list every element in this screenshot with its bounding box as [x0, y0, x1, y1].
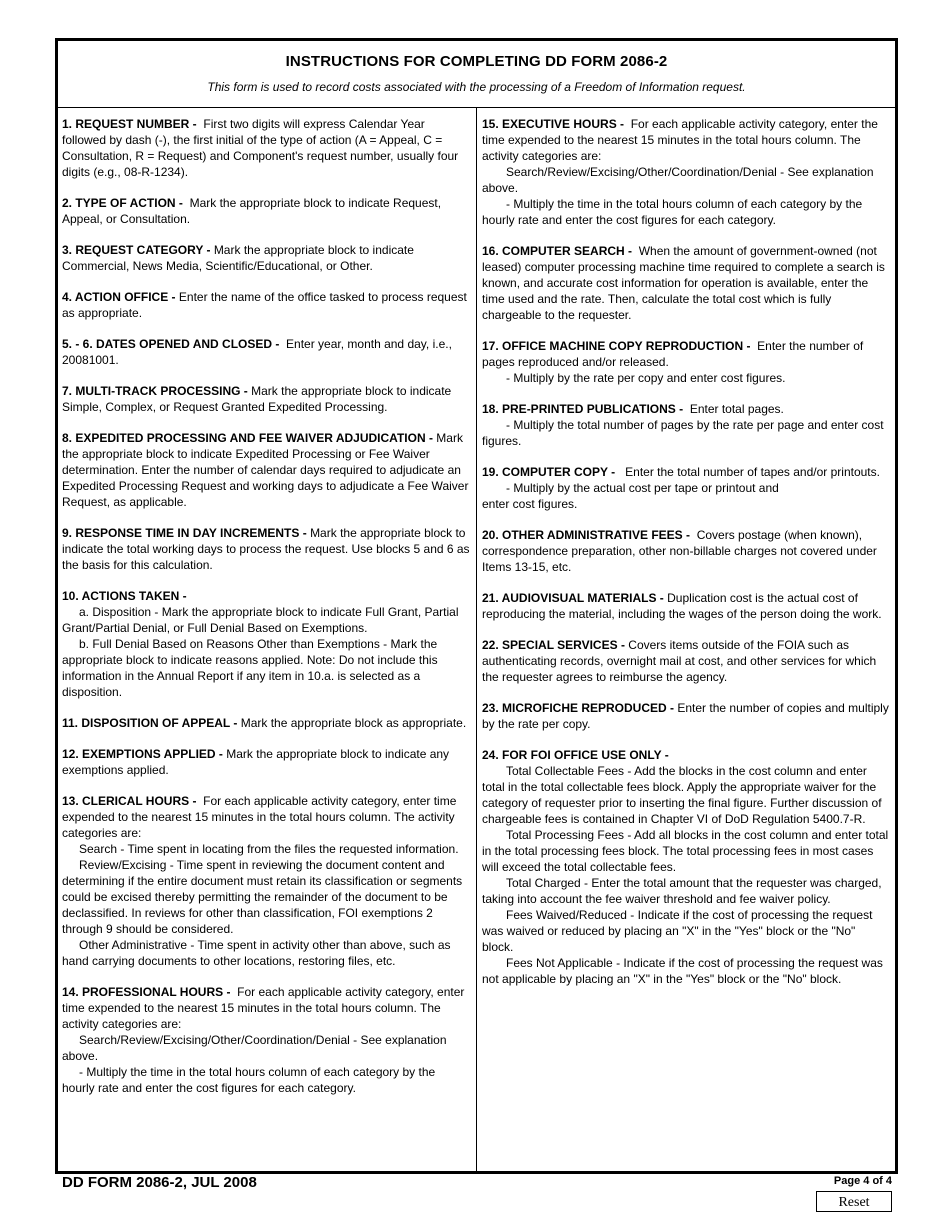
item-text: Mark the appropriate block as appropriate.: [240, 716, 467, 730]
instruction-14: [62, 984, 470, 1096]
reset-button[interactable]: Reset: [816, 1191, 892, 1212]
item-heading: 14. PROFESSIONAL HOURS -: [62, 985, 231, 999]
item-subtext: Fees Waived/Reduced - Indicate if the cost of processing the request was waived or reduced by placing an "X" in the "Yes" block or the "No" block.: [482, 908, 873, 954]
form-frame: [55, 38, 898, 1174]
item-text: Enter the name of the office tasked to process request as appropriate.: [62, 290, 467, 320]
item-heading: 24. FOR FOI OFFICE USE ONLY -: [482, 748, 669, 762]
item-text: Enter the total number of tapes and/or printouts.: [625, 465, 880, 479]
item-heading: 4. ACTION OFFICE -: [62, 290, 176, 304]
left-column: [58, 108, 477, 1171]
form-title: INSTRUCTIONS FOR COMPLETING DD FORM 2086-2: [285, 53, 668, 70]
item-subtext: - Multiply the time in the total hours column of each category by the hourly rate and enter the cost figures for each category.: [62, 1065, 436, 1095]
page-number: Page 4 of 4: [833, 1175, 892, 1187]
instruction-13: [62, 793, 470, 969]
item-subtext: Other Administrative - Time spent in activity other than above, such as hand carrying documents to other locations, restoring files, etc.: [62, 938, 451, 968]
item-heading: 3. REQUEST CATEGORY -: [62, 243, 211, 257]
item-subtext: Review/Excising - Time spent in reviewing the document content and determining if the entire document must retain its classification or segments could be excised thereby permitting the remainder of the document to be declassified. In reviews for other than classification, FOI exemptions 2 through 9 should be considered.: [62, 858, 463, 936]
item-text: For each applicable activity category, enter time expended to the nearest 15 minutes in the total hours column. The activity categories are:: [62, 985, 465, 1031]
item-subtext: - Multiply the total number of pages by the rate per page and enter cost figures.: [482, 418, 884, 448]
instruction-8: [62, 430, 470, 510]
item-text: Duplication cost is the actual cost of reproducing the material, including the wages of the person doing the work.: [482, 591, 882, 621]
item-heading: 13. CLERICAL HOURS -: [62, 794, 197, 808]
item-subtext: a. Disposition - Mark the appropriate block to indicate Full Grant, Partial Grant/Partial Denial, or Full Denial Based on Exemptions.: [62, 605, 459, 635]
item-heading: 1. REQUEST NUMBER -: [62, 117, 197, 131]
item-text: Mark the appropriate block to indicate any exemptions applied.: [62, 747, 450, 777]
instruction-21: [482, 590, 889, 622]
item-subtext: - Multiply the time in the total hours column of each category by the hourly rate and enter the cost figures for each category.: [482, 197, 863, 227]
item-heading: 20. OTHER ADMINISTRATIVE FEES -: [482, 528, 691, 542]
item-heading: 23. MICROFICHE REPRODUCED -: [482, 701, 675, 715]
item-subtext: enter cost figures.: [482, 497, 578, 511]
item-subtext: Total Collectable Fees - Add the blocks in the cost column and enter total in the total collectable fees block. Apply the appropriate waiver for the category of requester prior to inserting the final figure. Further discussion of chargeable fees is contained in Chapter VI of DoD Regulation 5400.7-R.: [482, 764, 882, 826]
instruction-5-6: [62, 336, 470, 368]
item-heading: 8. EXPEDITED PROCESSING AND FEE WAIVER ADJUDICATION -: [62, 431, 433, 445]
item-subtext: Search/Review/Excising/Other/Coordination/Denial - See explanation above.: [62, 1033, 447, 1063]
item-subtext: Total Processing Fees - Add all blocks in the cost column and enter total in the total processing fees block. The total processing fees in most cases will exceed the total collectable fees.: [482, 828, 889, 874]
form-id-footer: DD FORM 2086-2, JUL 2008: [62, 1174, 257, 1191]
item-text: Mark the appropriate block to indicate the total working days to process the request. Use blocks 5 and 6 as the basis for this calculation.: [62, 526, 470, 572]
item-heading: 21. AUDIOVISUAL MATERIALS -: [482, 591, 664, 605]
item-heading: 19. COMPUTER COPY -: [482, 465, 616, 479]
instruction-23: [482, 700, 889, 732]
item-heading: 11. DISPOSITION OF APPEAL -: [62, 716, 238, 730]
right-column: [477, 108, 895, 1171]
instruction-4: [62, 289, 470, 321]
item-text: Mark the appropriate block to indicate Request, Appeal, or Consultation.: [62, 196, 442, 226]
item-heading: 2. TYPE OF ACTION -: [62, 196, 183, 210]
item-heading: 15. EXECUTIVE HOURS -: [482, 117, 625, 131]
item-text: For each applicable activity category, enter the time expended to the nearest 15 minutes in the total hours column. The activity categories are:: [482, 117, 878, 163]
item-subtext: Search - Time spent in locating from the files the requested information.: [79, 842, 459, 856]
instruction-17: [482, 338, 889, 386]
item-heading: 22. SPECIAL SERVICES -: [482, 638, 625, 652]
item-subtext: - Multiply by the actual cost per tape or printout and: [506, 481, 779, 495]
item-text: Enter year, month and day, i.e., 20081001.: [62, 337, 452, 367]
item-heading: 17. OFFICE MACHINE COPY REPRODUCTION -: [482, 339, 751, 353]
item-text: When the amount of government-owned (not leased) computer processing machine time required to complete a search is known, and accurate cost information for operation is available, enter the time used and the rate. Then, calculate the total cost which is fully chargeable to the requester.: [482, 244, 885, 322]
item-text: Enter total pages.: [689, 402, 784, 416]
item-heading: 16. COMPUTER SEARCH -: [482, 244, 633, 258]
item-text: Enter the number of pages reproduced and/or released.: [482, 339, 864, 369]
item-heading: 9. RESPONSE TIME IN DAY INCREMENTS -: [62, 526, 307, 540]
item-text: For each applicable activity category, enter time expended to the nearest 15 minutes in the total hours column. The activity categories are:: [62, 794, 457, 840]
item-heading: 18. PRE-PRINTED PUBLICATIONS -: [482, 402, 684, 416]
item-subtext: Search/Review/Excising/Other/Coordination/Denial - See explanation above.: [482, 165, 874, 195]
instruction-19: [482, 464, 889, 512]
form-header: [58, 41, 895, 108]
item-subtext: Total Charged - Enter the total amount that the requester was charged, taking into account the fee waiver threshold and fee waiver policy.: [482, 876, 882, 906]
instruction-9: [62, 525, 470, 573]
item-text: Mark the appropriate block to indicate Simple, Complex, or Request Granted Expedited Processing.: [62, 384, 452, 414]
item-heading: 5. - 6. DATES OPENED AND CLOSED -: [62, 337, 280, 351]
instruction-11: [62, 715, 470, 731]
instruction-7: [62, 383, 470, 415]
item-subtext: - Multiply by the rate per copy and enter cost figures.: [506, 371, 786, 385]
instruction-1: [62, 116, 470, 180]
item-heading: 7. MULTI-TRACK PROCESSING -: [62, 384, 248, 398]
instruction-16: [482, 243, 889, 323]
item-text: First two digits will express Calendar Year followed by dash (-), the first initial of the type of action (A = Appeal, C = Consultation, R = Request) and Component's request number, usually four digits (e.g., 08-R-1234).: [62, 117, 459, 179]
item-text: Covers items outside of the FOIA such as authenticating records, overnight mail at cost, and other services for which the requester agrees to reimburse the agency.: [482, 638, 877, 684]
item-subtext: b. Full Denial Based on Reasons Other than Exemptions - Mark the appropriate block to indicate reasons applied. Note: Do not include this information in the Annual Report if any item in 10.a. is selected as a disposition.: [62, 637, 438, 699]
item-text: Mark the appropriate block to indicate Commercial, News Media, Scientific/Educational, or Other.: [62, 243, 414, 273]
item-subtext: Fees Not Applicable - Indicate if the cost of processing the request was not applicable by placing an "X" in the "Yes" block or the "No" block.: [482, 956, 883, 986]
form-subtitle: This form is used to record costs associated with the processing of a Freedom of Information request.: [207, 80, 746, 94]
item-text: Enter the number of copies and multiply by the rate per copy.: [482, 701, 889, 731]
item-heading: 10. ACTIONS TAKEN -: [62, 589, 187, 603]
item-text: Covers postage (when known), correspondence preparation, other non-billable charges not covered under Items 13-15, etc.: [482, 528, 877, 574]
instruction-12: [62, 746, 470, 778]
item-heading: 12. EXEMPTIONS APPLIED -: [62, 747, 223, 761]
instruction-3: [62, 242, 470, 274]
instruction-24: [482, 747, 889, 987]
instruction-18: [482, 401, 889, 449]
instruction-15: [482, 116, 889, 228]
instruction-10: [62, 588, 470, 700]
instruction-2: [62, 195, 470, 227]
instruction-22: [482, 637, 889, 685]
item-text: Mark the appropriate block to indicate Expedited Processing or Fee Waiver determination. Enter the number of calendar days required to adjudicate an Expedited Processing Request and working days to adjudicate a Fee Waiver Request, as applicable.: [62, 431, 469, 509]
instruction-20: [482, 527, 889, 575]
